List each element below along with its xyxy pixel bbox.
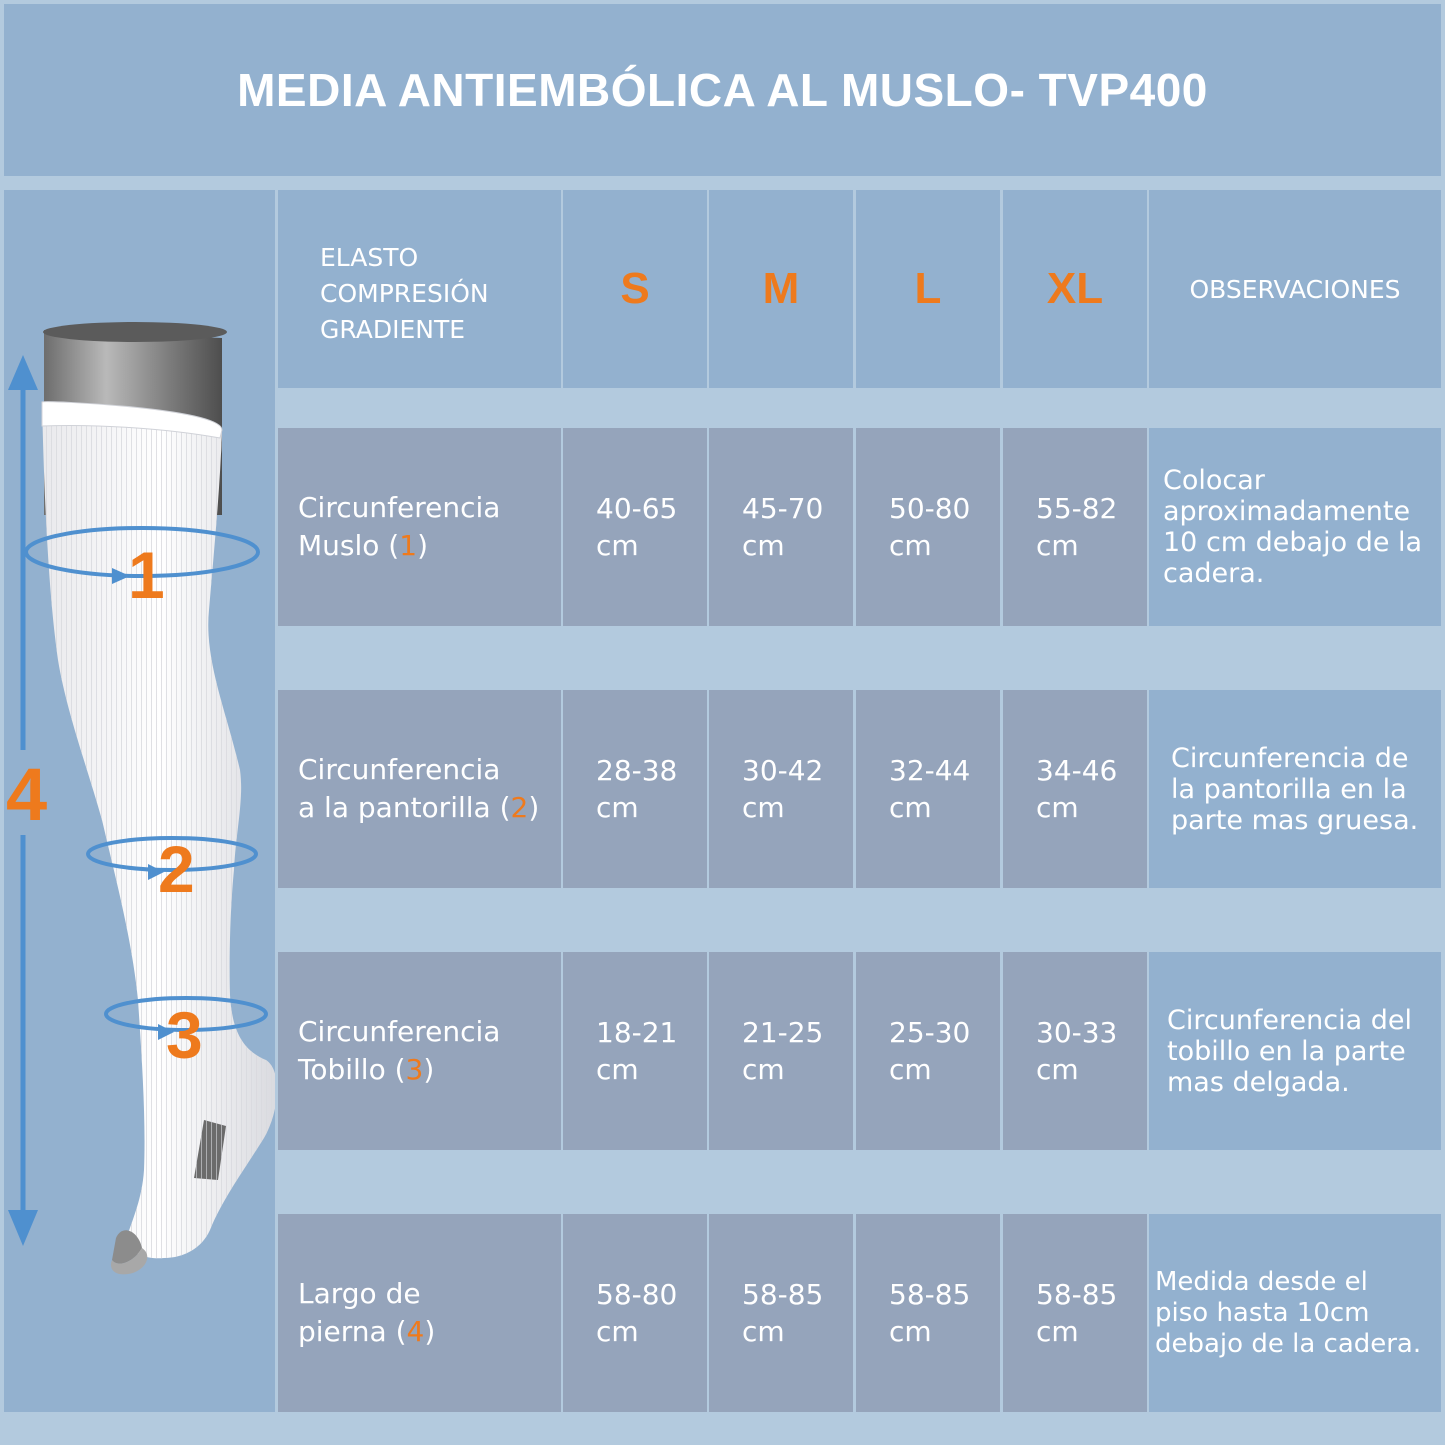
value-largo-xl: 58-85 cm	[1003, 1214, 1147, 1412]
row-label-pantorilla: Circunferencia a la pantorilla (2)	[278, 690, 561, 888]
value-largo-l: 58-85 cm	[856, 1214, 1000, 1412]
title-banner	[4, 4, 1441, 176]
value-largo-m: 58-85 cm	[709, 1214, 853, 1412]
header-elasto-line3: GRADIENTE	[320, 315, 466, 344]
obs-muslo: Colocar aproximadamente 10 cm debajo de la cadera.	[1149, 428, 1441, 626]
stocking-illustration-panel	[4, 190, 275, 1412]
row-label-largo-pierna: Largo de pierna (4)	[278, 1214, 561, 1412]
marker-2: 2	[158, 832, 195, 906]
marker-3: 3	[166, 998, 203, 1072]
header-size-s: S	[563, 190, 707, 388]
value-pantorilla-l: 32-44 cm	[856, 690, 1000, 888]
value-largo-s: 58-80 cm	[563, 1214, 707, 1412]
header-size-xl: XL	[1003, 190, 1147, 388]
marker-4: 4	[6, 753, 48, 836]
header-size-m: M	[709, 190, 853, 388]
obs-pantorilla: Circunferencia de la pantorilla en la parte mas gruesa.	[1149, 690, 1441, 888]
obs-largo-pierna: Medida desde el piso hasta 10cm debajo de la cadera.	[1149, 1214, 1441, 1412]
obs-tobillo: Circunferencia del tobillo en la parte mas delgada.	[1149, 952, 1441, 1150]
value-pantorilla-xl: 34-46 cm	[1003, 690, 1147, 888]
value-muslo-m: 45-70 cm	[709, 428, 853, 626]
header-observaciones: OBSERVACIONES	[1149, 190, 1441, 388]
value-muslo-s: 40-65 cm	[563, 428, 707, 626]
value-tobillo-l: 25-30 cm	[856, 952, 1000, 1150]
header-elasto-line2: COMPRESIÓN	[320, 279, 489, 308]
value-pantorilla-s: 28-38 cm	[563, 690, 707, 888]
row-label-tobillo: Circunferencia Tobillo (3)	[278, 952, 561, 1150]
value-tobillo-m: 21-25 cm	[709, 952, 853, 1150]
value-tobillo-s: 18-21 cm	[563, 952, 707, 1150]
marker-1: 1	[128, 538, 165, 612]
value-muslo-xl: 55-82 cm	[1003, 428, 1147, 626]
header-elasto-compresion	[278, 190, 561, 388]
header-size-l: L	[856, 190, 1000, 388]
value-muslo-l: 50-80 cm	[856, 428, 1000, 626]
page-title: MEDIA ANTIEMBÓLICA AL MUSLO- TVP400	[237, 64, 1208, 116]
header-elasto-line1: ELASTO	[320, 243, 419, 272]
value-pantorilla-m: 30-42 cm	[709, 690, 853, 888]
row-label-muslo: Circunferencia Muslo (1)	[278, 428, 561, 626]
value-tobillo-xl: 30-33 cm	[1003, 952, 1147, 1150]
